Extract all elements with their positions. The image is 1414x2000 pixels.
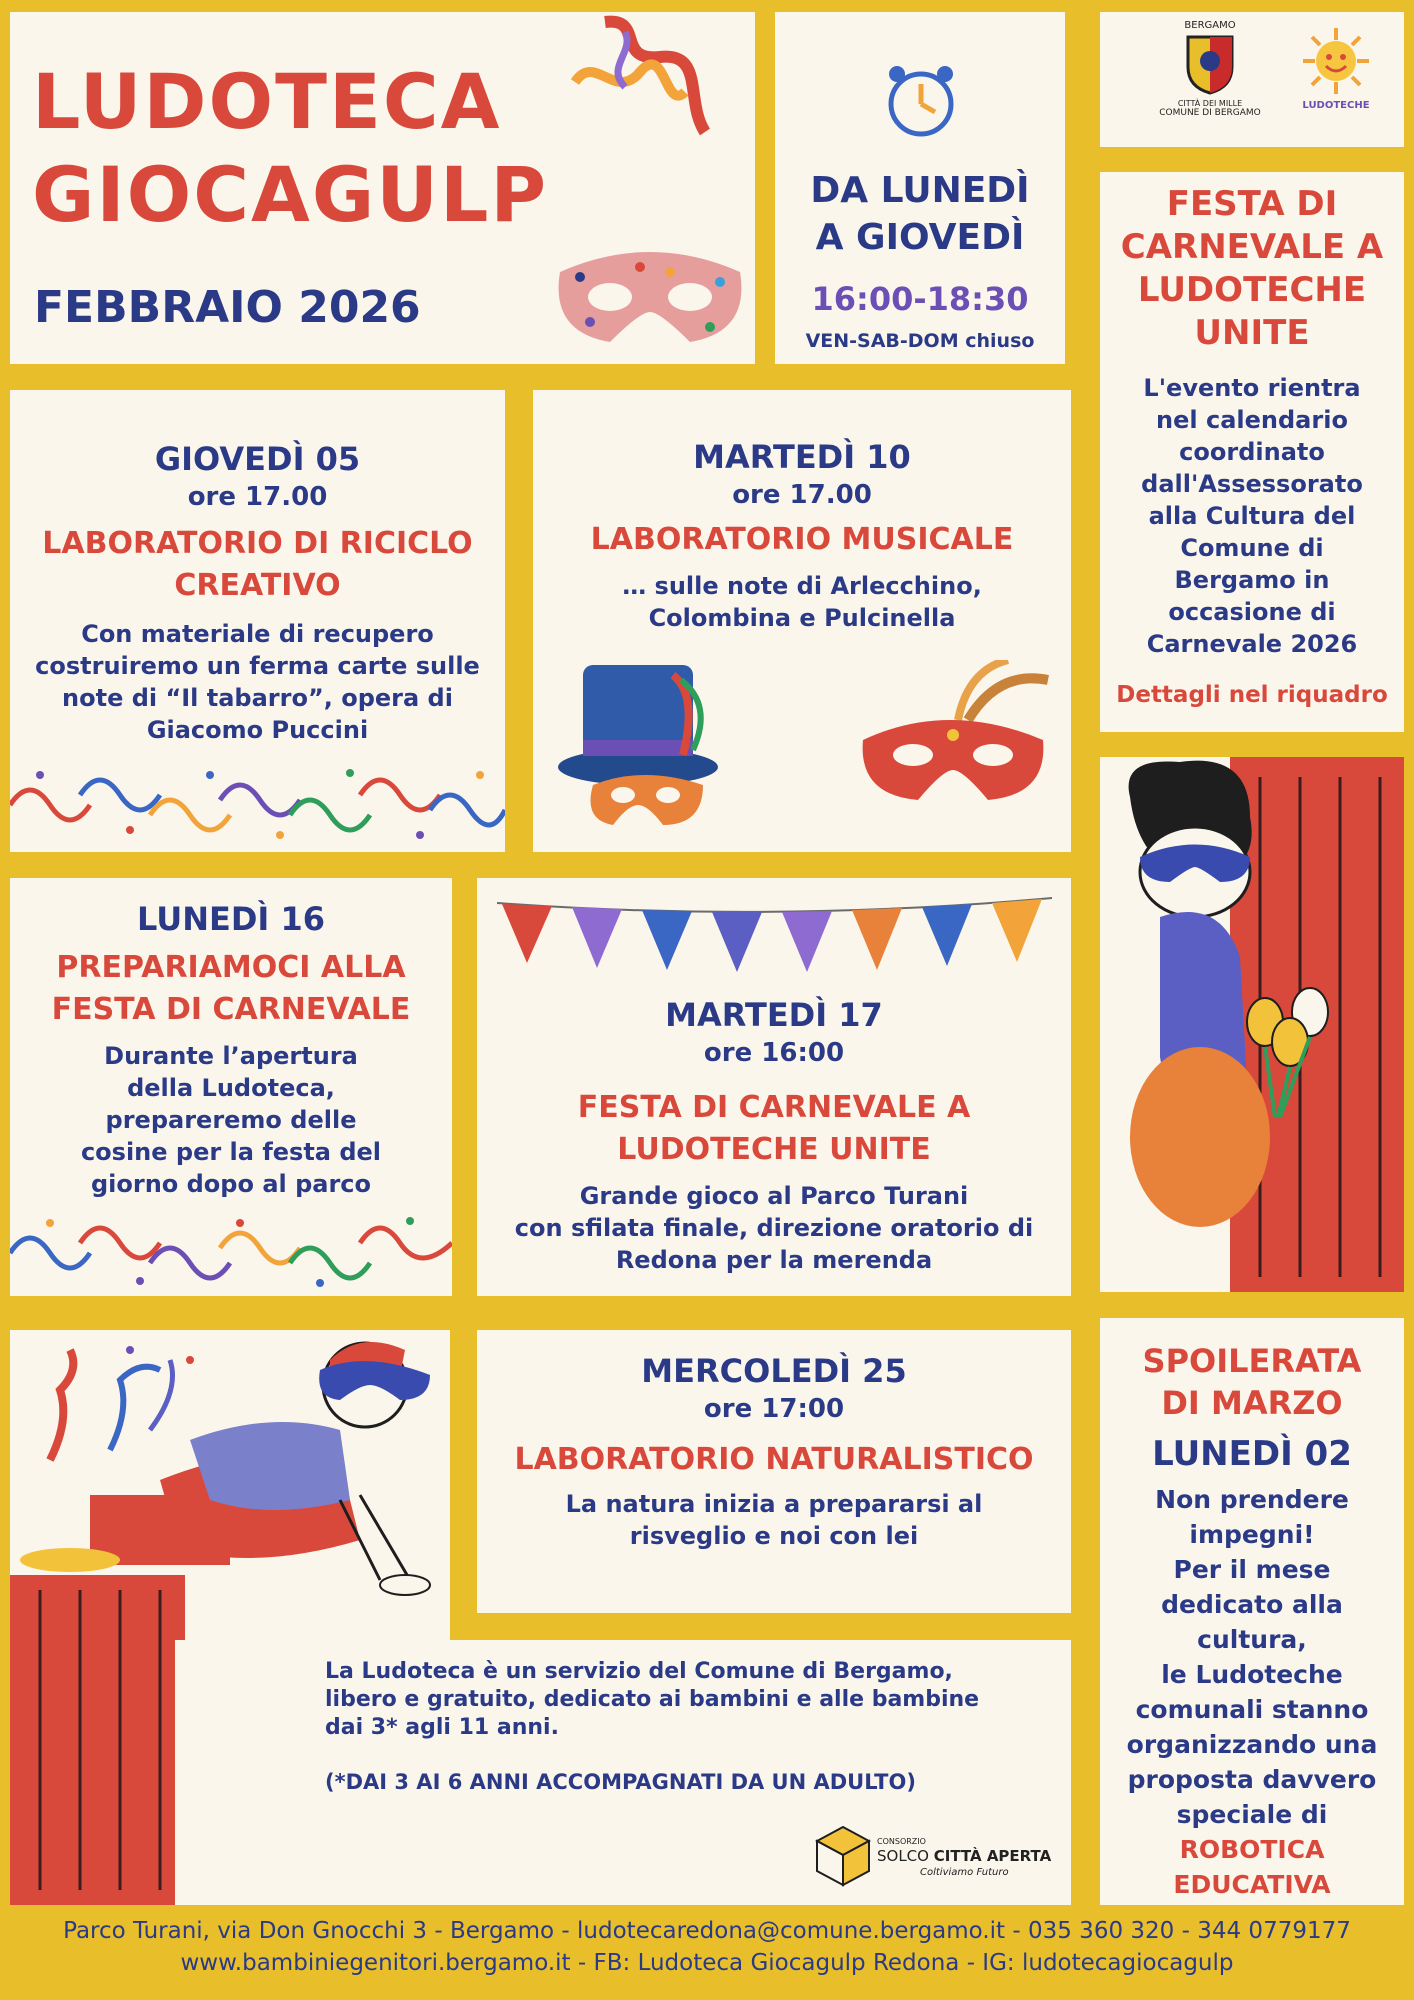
hours-days-line2: A GIOVEDÌ bbox=[815, 217, 1025, 258]
festa-title-line3: LUDOTECHE bbox=[1137, 270, 1367, 310]
festa-body-line: dall'Assessorato bbox=[1141, 470, 1363, 498]
event-title-line: CREATIVO bbox=[174, 568, 341, 603]
ludoteche-logo-text: LUDOTECHE bbox=[1302, 100, 1370, 111]
event-desc-line: note di “Il tabarro”, opera di bbox=[62, 684, 453, 712]
spoiler-highlight-line: ROBOTICA bbox=[1179, 1835, 1325, 1864]
event-date: LUNEDÌ 16 bbox=[136, 900, 325, 938]
page-title-line1: LUDOTECA bbox=[32, 57, 502, 146]
event-description bbox=[10, 618, 505, 746]
spoiler-title-line2: DI MARZO bbox=[1161, 1384, 1343, 1422]
event-desc-line: Con materiale di recupero bbox=[81, 620, 434, 648]
confetti-illustration bbox=[10, 1203, 452, 1293]
page-subtitle: FEBBRAIO 2026 bbox=[34, 282, 421, 333]
bergamo-logo-top: BERGAMO bbox=[1184, 20, 1236, 31]
festa-details: Dettagli nel riquadro bbox=[1116, 682, 1388, 708]
hours-time: 16:00-18:30 bbox=[811, 280, 1029, 318]
event-desc-line: … sulle note di Arlecchino, bbox=[622, 572, 982, 600]
info-line: dai 3* agli 11 anni. bbox=[325, 1715, 559, 1740]
festa-body-line: alla Cultura del bbox=[1148, 502, 1356, 530]
festa-body-line: coordinato bbox=[1179, 438, 1325, 466]
spoiler-highlight-line: EDUCATIVA bbox=[1173, 1870, 1331, 1899]
event-title-line: LABORATORIO NATURALISTICO bbox=[514, 1442, 1034, 1477]
spoiler-panel bbox=[1100, 1318, 1404, 1905]
spoiler-body-line: impegni! bbox=[1189, 1520, 1315, 1549]
event-desc-line: giorno dopo al parco bbox=[90, 1170, 372, 1198]
festa-title-line2: CARNEVALE A bbox=[1120, 227, 1384, 267]
page-title-line2: GIOCAGULP bbox=[32, 150, 549, 239]
event-time: ore 17.00 bbox=[732, 480, 872, 510]
solco-small: CONSORZIO bbox=[877, 1837, 926, 1846]
festa-body-line: Bergamo in bbox=[1174, 566, 1330, 594]
bergamo-logo bbox=[1150, 20, 1270, 118]
event-desc-line: con sfilata finale, direzione oratorio di bbox=[514, 1214, 1034, 1242]
info-panel bbox=[175, 1640, 1071, 1905]
event-date: MARTEDÌ 17 bbox=[665, 996, 883, 1034]
spoiler-body-line: organizzando una bbox=[1126, 1730, 1378, 1759]
event-date: MERCOLEDÌ 25 bbox=[641, 1352, 907, 1390]
spoiler-body-line: le Ludoteche bbox=[1161, 1660, 1343, 1689]
event-desc-line: costruiremo un ferma carte sulle bbox=[35, 652, 480, 680]
spoiler-body bbox=[1100, 1482, 1404, 1902]
event-title-line: FESTA DI CARNEVALE bbox=[51, 992, 411, 1027]
top-hat-mask-illustration bbox=[553, 655, 733, 840]
event-desc-line: risveglio e noi con lei bbox=[629, 1522, 919, 1550]
hours-panel bbox=[775, 12, 1065, 364]
solco-name-a: SOLCO bbox=[877, 1847, 929, 1865]
spoiler-body-line: proposta davvero bbox=[1127, 1765, 1377, 1794]
event-title-line: LABORATORIO DI RICICLO bbox=[42, 526, 473, 561]
event-title-line: LUDOTECHE UNITE bbox=[617, 1132, 931, 1167]
curtain-character-illustration bbox=[1100, 757, 1404, 1292]
ludoteche-logo bbox=[1286, 26, 1386, 111]
curtain-character-panel bbox=[1100, 757, 1404, 1292]
info-text bbox=[325, 1658, 1046, 1742]
spoiler-body-line: Non prendere bbox=[1155, 1485, 1349, 1514]
festa-body-line: nel calendario bbox=[1156, 406, 1348, 434]
festa-body-line: Comune di bbox=[1180, 534, 1324, 562]
event-panel-giovedi-05 bbox=[10, 390, 505, 852]
event-panel-martedi-17 bbox=[477, 878, 1071, 1296]
event-date: GIOVEDÌ 05 bbox=[154, 440, 361, 478]
feather-mask-illustration bbox=[858, 660, 1058, 820]
info-note: (*DAI 3 AI 6 ANNI ACCOMPAGNATI DA UN ADULTO) bbox=[325, 1770, 916, 1794]
solco-tagline: Coltiviamo Futuro bbox=[920, 1867, 1009, 1878]
event-title-line: LABORATORIO MUSICALE bbox=[590, 522, 1014, 557]
spoiler-body-line: cultura, bbox=[1197, 1625, 1307, 1654]
bunting-illustration bbox=[497, 888, 1052, 978]
bergamo-crest-icon bbox=[1180, 31, 1240, 95]
footer-links: www.bambiniegenitori.bergamo.it - FB: Ludoteca Giocagulp Redona - IG: ludotecagiocagulp bbox=[180, 1950, 1234, 1976]
solco-name-b: CITTÀ APERTA bbox=[933, 1847, 1052, 1865]
event-date: MARTEDÌ 10 bbox=[693, 438, 911, 476]
festa-title-line4: UNITE bbox=[1194, 313, 1310, 353]
festa-body-line: occasione di bbox=[1168, 598, 1336, 626]
event-time: ore 17:00 bbox=[703, 1394, 845, 1424]
event-desc-line: Durante l’apertura bbox=[104, 1042, 358, 1070]
event-time: ore 17.00 bbox=[187, 482, 328, 512]
hours-closed: VEN-SAB-DOM chiuso bbox=[805, 330, 1035, 352]
festa-info-panel bbox=[1100, 172, 1404, 732]
spoiler-body-line: dedicato alla bbox=[1161, 1590, 1343, 1619]
footer-contacts: Parco Turani, via Don Gnocchi 3 - Bergamo - ludotecaredona@comune.bergamo.it - 035 360 320 - 344 0779177 bbox=[63, 1918, 1351, 1944]
confetti-illustration bbox=[10, 755, 505, 845]
clock-icon bbox=[885, 60, 957, 140]
solco-name bbox=[877, 1847, 1051, 1865]
spoiler-body-line: comunali stanno bbox=[1135, 1695, 1369, 1724]
festa-body-line: Carnevale 2026 bbox=[1146, 630, 1358, 658]
event-desc-line: Colombina e Pulcinella bbox=[648, 604, 956, 632]
event-desc-line: prepareremo delle bbox=[105, 1106, 357, 1134]
hours-days-line1: DA LUNEDÌ bbox=[810, 170, 1030, 211]
event-panel-lunedi-16 bbox=[10, 878, 452, 1296]
event-time: ore 16:00 bbox=[703, 1038, 845, 1068]
info-line: libero e gratuito, dedicato ai bambini e alle bambine bbox=[325, 1687, 980, 1712]
event-desc-line: cosine per la festa del bbox=[80, 1138, 382, 1166]
festa-body-line: L'evento rientra bbox=[1143, 374, 1361, 402]
event-desc-line: La natura inizia a prepararsi al bbox=[565, 1490, 983, 1518]
spoiler-body-line: speciale di bbox=[1176, 1800, 1328, 1829]
spoiler-date: LUNEDÌ 02 bbox=[1152, 1434, 1352, 1474]
event-panel-mercoledi-25 bbox=[477, 1330, 1071, 1613]
solco-logo bbox=[815, 1825, 1055, 1895]
festa-body bbox=[1100, 372, 1404, 660]
festa-title-line1: FESTA DI bbox=[1166, 184, 1338, 224]
event-description bbox=[10, 1040, 452, 1200]
spoiler-body-line: Per il mese bbox=[1173, 1555, 1331, 1584]
bergamo-logo-bottom: COMUNE DI BERGAMO bbox=[1159, 108, 1261, 118]
bergamo-logo-mid: CITTÀ DEI MILLE bbox=[1177, 99, 1243, 108]
event-desc-line: della Ludoteca, bbox=[127, 1074, 335, 1102]
header-panel bbox=[10, 12, 755, 364]
logos-panel bbox=[1100, 12, 1404, 147]
event-description bbox=[533, 570, 1071, 634]
event-title-line: PREPARIAMOCI ALLA bbox=[56, 950, 406, 985]
event-panel-martedi-10 bbox=[533, 390, 1071, 852]
event-description bbox=[477, 1180, 1071, 1276]
sun-face-icon bbox=[1301, 26, 1371, 96]
info-line: La Ludoteca è un servizio del Comune di Bergamo, bbox=[325, 1659, 953, 1684]
event-desc-line: Redona per la merenda bbox=[615, 1246, 933, 1274]
mask-confetti-illustration bbox=[550, 242, 750, 362]
event-desc-line: Giacomo Puccini bbox=[146, 716, 369, 744]
event-title-line: FESTA DI CARNEVALE A bbox=[577, 1090, 971, 1125]
spoiler-title-line1: SPOILERATA bbox=[1142, 1342, 1362, 1380]
streamers-illustration bbox=[565, 12, 715, 152]
event-description bbox=[477, 1488, 1071, 1552]
event-desc-line: Grande gioco al Parco Turani bbox=[579, 1182, 969, 1210]
cube-logo-icon bbox=[815, 1825, 871, 1887]
